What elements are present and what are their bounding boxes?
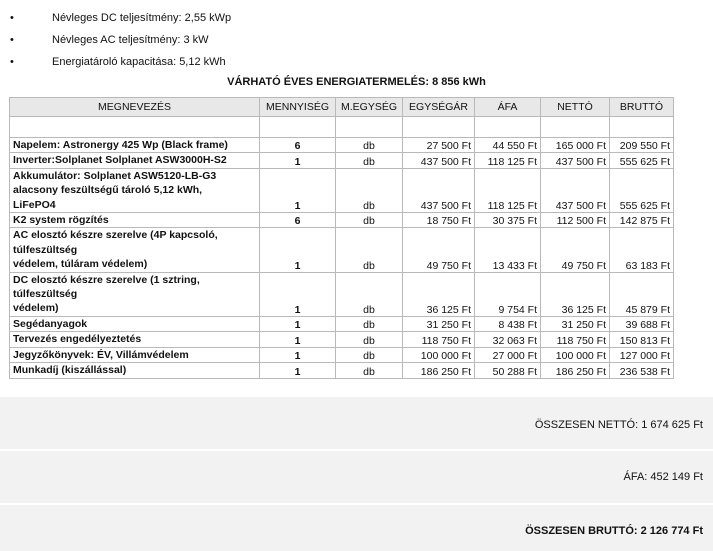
item-vat: 118 125 Ft xyxy=(475,153,541,168)
item-unit: db xyxy=(336,316,403,331)
item-unit: db xyxy=(336,138,403,153)
item-unit-price: 437 500 Ft xyxy=(403,153,475,168)
item-unit-price: 18 750 Ft xyxy=(403,213,475,228)
item-net: 112 500 Ft xyxy=(541,213,610,228)
total-vat: ÁFA: 452 149 Ft xyxy=(623,471,703,483)
col-header-vat: ÁFA xyxy=(475,98,541,117)
item-gross: 150 813 Ft xyxy=(610,332,674,347)
item-unit-price: 118 750 Ft xyxy=(403,332,475,347)
item-vat: 8 438 Ft xyxy=(475,316,541,331)
item-unit: db xyxy=(336,347,403,362)
item-gross: 209 550 Ft xyxy=(610,138,674,153)
col-header-unit: M.EGYSÉG xyxy=(336,98,403,117)
total-vat-band xyxy=(0,451,713,503)
item-gross: 127 000 Ft xyxy=(610,347,674,362)
bullet-dot: • xyxy=(10,34,14,46)
table-row xyxy=(10,168,674,212)
item-gross: 39 688 Ft xyxy=(610,316,674,331)
item-name: Tervezés engedélyeztetés xyxy=(10,332,260,347)
item-unit: db xyxy=(336,332,403,347)
item-name: Segédanyagok xyxy=(10,316,260,331)
item-vat: 44 550 Ft xyxy=(475,138,541,153)
bullet-dot: • xyxy=(10,56,14,68)
item-unit-price: 36 125 Ft xyxy=(403,272,475,316)
bullet-text: Névleges DC teljesítmény: 2,55 kWp xyxy=(52,12,232,24)
item-unit-price: 31 250 Ft xyxy=(403,316,475,331)
item-quantity: 6 xyxy=(260,138,336,153)
col-header-name: MEGNEVEZÉS xyxy=(10,98,260,117)
bullet-text: Energiatároló kapacitása: 5,12 kWh xyxy=(52,56,226,68)
item-name: AC elosztó készre szerelve (4P kapcsoló, túlfeszültség védelem, túláram védelem) xyxy=(10,228,260,272)
col-header-gross: BRUTTÓ xyxy=(610,98,674,117)
item-gross: 142 875 Ft xyxy=(610,213,674,228)
item-unit: db xyxy=(336,228,403,272)
item-vat: 32 063 Ft xyxy=(475,332,541,347)
item-unit: db xyxy=(336,363,403,378)
item-net: 437 500 Ft xyxy=(541,153,610,168)
table-row xyxy=(10,213,674,228)
item-unit-price: 186 250 Ft xyxy=(403,363,475,378)
bullet-dot: • xyxy=(10,12,14,24)
item-net: 186 250 Ft xyxy=(541,363,610,378)
item-quantity: 1 xyxy=(260,168,336,212)
table-spacer-row xyxy=(10,117,674,138)
item-net: 437 500 Ft xyxy=(541,168,610,212)
item-quantity: 1 xyxy=(260,153,336,168)
item-net: 100 000 Ft xyxy=(541,347,610,362)
item-unit-price: 437 500 Ft xyxy=(403,168,475,212)
item-unit: db xyxy=(336,213,403,228)
item-unit-price: 27 500 Ft xyxy=(403,138,475,153)
total-gross: ÖSSZESEN BRUTTÓ: 2 126 774 Ft xyxy=(525,525,703,537)
item-vat: 9 754 Ft xyxy=(475,272,541,316)
item-name: Napelem: Astronergy 425 Wp (Black frame) xyxy=(10,138,260,153)
total-net: ÖSSZESEN NETTÓ: 1 674 625 Ft xyxy=(534,419,703,431)
item-net: 118 750 Ft xyxy=(541,332,610,347)
item-quantity: 1 xyxy=(260,272,336,316)
item-name: Jegyzőkönyvek: ÉV, Villámvédelem xyxy=(10,347,260,362)
item-quantity: 1 xyxy=(260,332,336,347)
items-table xyxy=(9,97,674,379)
table-row xyxy=(10,228,674,272)
item-unit-price: 100 000 Ft xyxy=(403,347,475,362)
item-vat: 30 375 Ft xyxy=(475,213,541,228)
col-header-qty: MENNYISÉG xyxy=(260,98,336,117)
item-net: 165 000 Ft xyxy=(541,138,610,153)
item-unit-price: 49 750 Ft xyxy=(403,228,475,272)
item-name: Akkumulátor: Solplanet ASW5120-LB-G3 alacsony feszültségű tároló 5,12 kWh, LiFePO4 xyxy=(10,168,260,212)
item-net: 49 750 Ft xyxy=(541,228,610,272)
total-net-band xyxy=(0,397,713,449)
item-vat: 118 125 Ft xyxy=(475,168,541,212)
item-gross: 45 879 Ft xyxy=(610,272,674,316)
total-gross-band xyxy=(0,505,713,551)
table-header-row xyxy=(10,98,674,117)
table-row xyxy=(10,363,674,378)
table-row xyxy=(10,138,674,153)
item-name: DC elosztó készre szerelve (1 sztring, túlfeszültség védelem) xyxy=(10,272,260,316)
item-quantity: 1 xyxy=(260,347,336,362)
item-name: Munkadíj (kiszállással) xyxy=(10,363,260,378)
bullet-text: Névleges AC teljesítmény: 3 kW xyxy=(52,34,209,46)
table-row xyxy=(10,153,674,168)
item-unit: db xyxy=(336,153,403,168)
item-vat: 27 000 Ft xyxy=(475,347,541,362)
col-header-price: EGYSÉGÁR xyxy=(403,98,475,117)
table-row xyxy=(10,332,674,347)
item-unit: db xyxy=(336,272,403,316)
item-quantity: 1 xyxy=(260,363,336,378)
table-row xyxy=(10,316,674,331)
item-vat: 50 288 Ft xyxy=(475,363,541,378)
item-gross: 63 183 Ft xyxy=(610,228,674,272)
col-header-net: NETTÓ xyxy=(541,98,610,117)
item-gross: 555 625 Ft xyxy=(610,153,674,168)
annual-production-heading: VÁRHATÓ ÉVES ENERGIATERMELÉS: 8 856 kWh xyxy=(227,76,486,88)
item-net: 36 125 Ft xyxy=(541,272,610,316)
item-name: K2 system rögzítés xyxy=(10,213,260,228)
item-vat: 13 433 Ft xyxy=(475,228,541,272)
table-row xyxy=(10,272,674,316)
item-quantity: 6 xyxy=(260,213,336,228)
table-row xyxy=(10,347,674,362)
item-name: Inverter:Solplanet Solplanet ASW3000H-S2 xyxy=(10,153,260,168)
item-gross: 555 625 Ft xyxy=(610,168,674,212)
item-quantity: 1 xyxy=(260,228,336,272)
item-unit: db xyxy=(336,168,403,212)
item-quantity: 1 xyxy=(260,316,336,331)
item-net: 31 250 Ft xyxy=(541,316,610,331)
item-gross: 236 538 Ft xyxy=(610,363,674,378)
